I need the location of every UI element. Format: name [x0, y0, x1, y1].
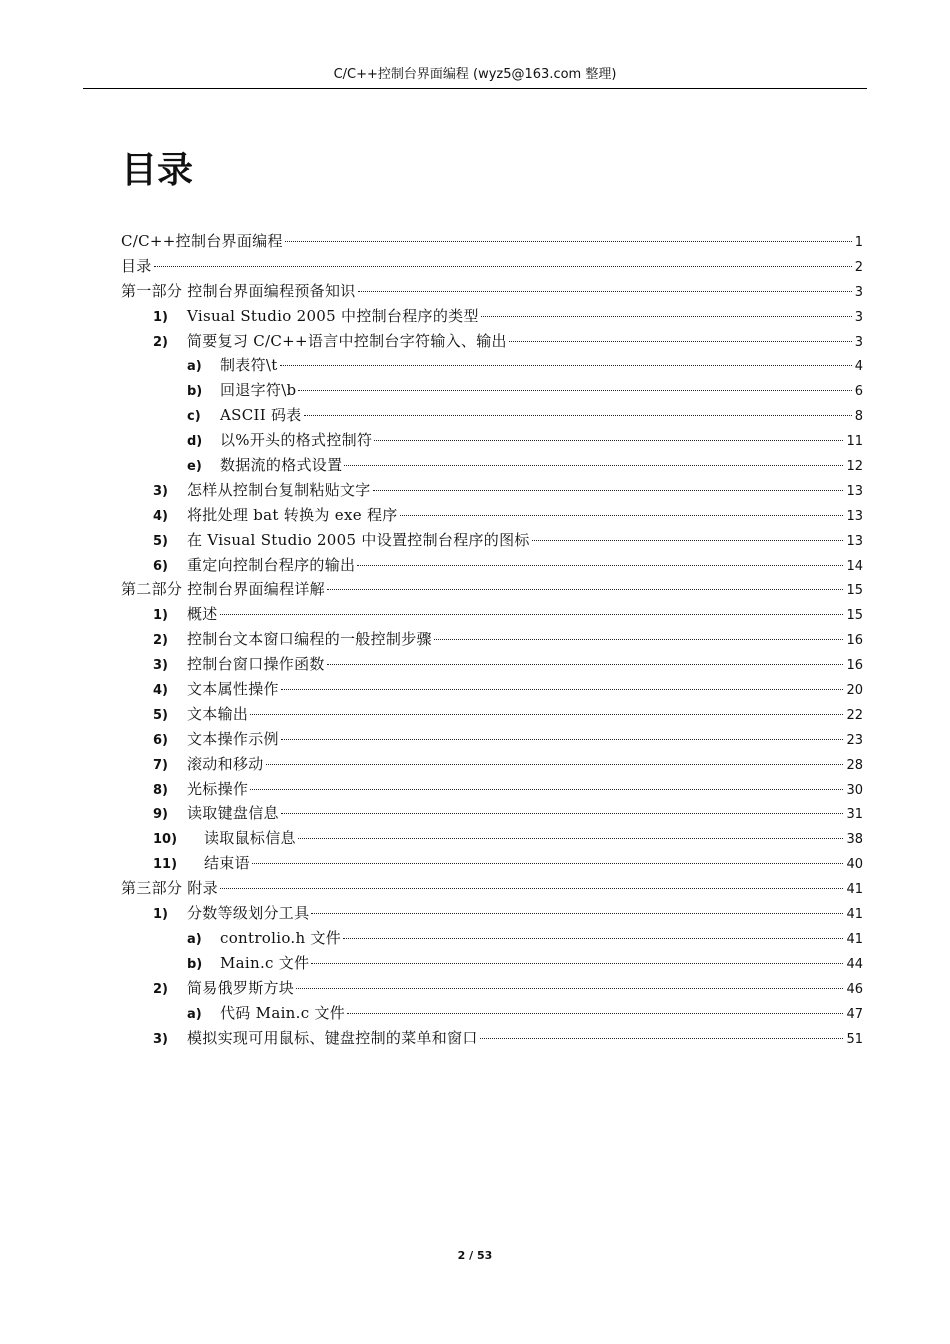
toc-entry-number: 6): [153, 732, 168, 748]
toc-entry-number: 3): [153, 483, 168, 499]
page-number: 2 / 53: [457, 1249, 493, 1262]
toc-entry-title: Main.c 文件: [220, 953, 310, 972]
toc-entry-number: a): [187, 359, 202, 375]
toc-entry[interactable]: [121, 254, 863, 279]
toc-entry-page: 13: [846, 533, 863, 549]
toc-entry-page: 13: [846, 508, 863, 524]
toc-entry-title: 文本属性操作: [187, 680, 279, 699]
toc-entry[interactable]: [153, 503, 863, 528]
toc-entry-title: 结束语: [204, 854, 250, 873]
dot-leader: [285, 241, 852, 242]
toc-entry-number: 6): [153, 558, 168, 574]
toc-entry-title: 以%开头的格式控制符: [220, 431, 373, 450]
dot-leader: [281, 813, 844, 814]
toc-entry-title: Visual Studio 2005 中控制台程序的类型: [187, 306, 479, 325]
toc-entry-number: d): [187, 434, 203, 450]
dot-leader: [266, 764, 844, 765]
toc-entry[interactable]: [153, 727, 863, 752]
toc-entry-title: 读取键盘信息: [187, 804, 279, 823]
toc-entry[interactable]: [187, 353, 863, 378]
toc-entry[interactable]: [153, 652, 863, 677]
toc-entry-title: 第三部分 附录: [121, 879, 218, 898]
dot-leader: [311, 913, 843, 914]
toc-entry-page: 15: [846, 608, 863, 624]
toc-entry-number: 11): [153, 857, 178, 873]
toc-entry[interactable]: [153, 553, 863, 578]
toc-entry-page: 47: [846, 1006, 863, 1022]
dot-leader: [374, 440, 843, 441]
dot-leader: [250, 789, 843, 790]
toc-entry[interactable]: [187, 378, 863, 403]
toc-entry-title: 滚动和移动: [187, 754, 264, 773]
dot-leader: [296, 988, 843, 989]
toc-entry[interactable]: [153, 329, 863, 354]
toc-entry-page: 16: [846, 633, 863, 649]
toc-entry-page: 8: [854, 409, 863, 425]
toc-entry-number: 7): [153, 757, 168, 773]
toc-entry[interactable]: [153, 901, 863, 926]
toc-entry[interactable]: [187, 951, 863, 976]
toc-entry[interactable]: [121, 229, 863, 254]
toc-entry[interactable]: [153, 627, 863, 652]
toc-entry-page: 41: [846, 931, 863, 947]
toc-entry-page: 38: [846, 832, 863, 848]
dot-leader: [480, 1038, 844, 1039]
toc-entry-page: 31: [846, 807, 863, 823]
toc-entry-title: 光标操作: [187, 779, 249, 798]
toc-entry-number: 5): [153, 533, 168, 549]
toc-entry-number: 10): [153, 832, 178, 848]
toc-entry-number: 9): [153, 807, 168, 823]
toc-entry-page: 2: [854, 259, 863, 275]
toc-entry-title: 数据流的格式设置: [220, 456, 343, 475]
toc-entry-title: C/C++控制台界面编程: [121, 232, 283, 250]
toc-entry[interactable]: [187, 428, 863, 453]
toc-entry[interactable]: [121, 876, 863, 901]
toc-entry-page: 51: [846, 1031, 863, 1047]
dot-leader: [532, 540, 844, 541]
toc-entry[interactable]: [153, 1026, 863, 1051]
header-rule: [83, 88, 867, 89]
toc-entry-title: 模拟实现可用鼠标、键盘控制的菜单和窗口: [187, 1028, 478, 1047]
toc-entry-page: 22: [846, 707, 863, 723]
toc-entry-title: 控制台窗口操作函数: [187, 655, 325, 674]
toc-entry[interactable]: [187, 926, 863, 951]
toc-entry-page: 40: [846, 857, 863, 873]
toc-entry-title: 文本输出: [187, 704, 249, 723]
toc-entry-title: 分数等级划分工具: [187, 904, 310, 923]
toc-entry-number: 2): [153, 981, 168, 997]
toc-entry-page: 28: [846, 757, 863, 773]
toc-entry-title: 在 Visual Studio 2005 中设置控制台程序的图标: [187, 530, 530, 549]
toc-entry-number: 3): [153, 658, 168, 674]
toc-entry-page: 1: [854, 235, 863, 250]
toc-entry[interactable]: [187, 453, 863, 478]
dot-leader: [344, 465, 843, 466]
toc-entry[interactable]: [153, 826, 863, 851]
toc-entry-page: 3: [854, 309, 863, 325]
toc-entry-title: 怎样从控制台复制粘贴文字: [187, 480, 371, 499]
dot-leader: [252, 863, 844, 864]
toc-entry-title: 文本操作示例: [187, 729, 279, 748]
toc-entry-page: 3: [854, 334, 863, 350]
toc-entry-page: 41: [846, 882, 863, 898]
toc-entry-page: 11: [846, 434, 863, 450]
toc-entry-title: 读取鼠标信息: [204, 829, 296, 848]
dot-leader: [327, 589, 843, 590]
toc-entry-page: 46: [846, 981, 863, 997]
dot-leader: [327, 664, 844, 665]
toc-entry[interactable]: [121, 577, 863, 602]
toc-entry-title: 简易俄罗斯方块: [187, 978, 295, 997]
toc-entry-number: c): [187, 409, 201, 425]
toc-entry-number: 8): [153, 782, 168, 798]
dot-leader: [281, 689, 844, 690]
toc-entry-number: 2): [153, 334, 168, 350]
toc-entry[interactable]: [187, 403, 863, 428]
toc-entry-page: 41: [846, 907, 863, 923]
toc-entry-number: 1): [153, 309, 168, 325]
toc-entry[interactable]: [153, 702, 863, 727]
toc-heading: 目录: [121, 150, 194, 191]
toc-entry-number: 4): [153, 683, 168, 699]
dot-leader: [280, 365, 852, 366]
dot-leader: [281, 739, 844, 740]
toc-entry[interactable]: [187, 1001, 863, 1026]
toc-entry[interactable]: [153, 976, 863, 1001]
toc-entry[interactable]: [153, 304, 863, 329]
toc-entry-page: 20: [846, 683, 863, 699]
toc-entry-number: b): [187, 384, 203, 400]
toc-entry-page: 4: [854, 359, 863, 375]
toc-entry-number: 1): [153, 608, 168, 624]
toc-entry[interactable]: [153, 528, 863, 553]
toc-entry-page: 6: [854, 384, 863, 400]
toc-entry-title: 第二部分 控制台界面编程详解: [121, 580, 325, 599]
toc-entry[interactable]: [153, 677, 863, 702]
toc-entry-title: 简要复习 C/C++语言中控制台字符输入、输出: [187, 331, 507, 350]
toc-entry-page: 30: [846, 782, 863, 798]
dot-leader: [434, 639, 844, 640]
toc-entry[interactable]: [153, 777, 863, 802]
dot-leader: [481, 316, 852, 317]
toc-entry-number: a): [187, 931, 202, 947]
toc-entry[interactable]: [153, 478, 863, 503]
toc-entry-page: 44: [846, 956, 863, 972]
toc-entry-page: 15: [846, 583, 863, 599]
toc-entry-page: 16: [846, 658, 863, 674]
toc-entry-title: ASCII 码表: [220, 406, 302, 425]
dot-leader: [298, 390, 851, 391]
dot-leader: [347, 1013, 843, 1014]
toc-entry-title: 重定向控制台程序的输出: [187, 555, 356, 574]
toc-entry[interactable]: [153, 752, 863, 777]
toc-entry-number: e): [187, 459, 202, 475]
dot-leader: [357, 565, 843, 566]
toc-entry-number: 5): [153, 707, 168, 723]
toc-entry[interactable]: [153, 851, 863, 876]
toc-entry-number: 4): [153, 508, 168, 524]
toc-entry-title: 概述: [187, 605, 218, 624]
toc-entry-page: 14: [846, 558, 863, 574]
toc-entry-title: 回退字符\b: [220, 381, 297, 400]
toc-entry-number: 1): [153, 907, 168, 923]
toc-entry-title: 目录: [121, 256, 152, 275]
dot-leader: [358, 291, 852, 292]
dot-leader: [343, 938, 843, 939]
toc-entry-title: 第一部分 控制台界面编程预备知识: [121, 281, 356, 300]
dot-leader: [220, 888, 844, 889]
toc-entry-page: 12: [846, 459, 863, 475]
table-of-contents: [0, 229, 950, 1050]
dot-leader: [298, 838, 844, 839]
dot-leader: [311, 963, 843, 964]
toc-entry-title: 将批处理 bat 转换为 exe 程序: [187, 505, 398, 524]
dot-leader: [220, 614, 844, 615]
toc-entry-page: 3: [854, 284, 863, 300]
dot-leader: [373, 490, 844, 491]
toc-entry[interactable]: [153, 801, 863, 826]
toc-entry-title: 制表符\t: [220, 356, 278, 375]
dot-leader: [509, 341, 852, 342]
toc-entry-title: 代码 Main.c 文件: [220, 1003, 346, 1022]
dot-leader: [154, 266, 852, 267]
toc-entry-page: 23: [846, 732, 863, 748]
dot-leader: [400, 515, 844, 516]
toc-entry-title: controlio.h 文件: [220, 928, 342, 947]
dot-leader: [304, 415, 852, 416]
toc-entry-number: 3): [153, 1031, 168, 1047]
toc-entry-title: 控制台文本窗口编程的一般控制步骤: [187, 630, 432, 649]
toc-entry-page: 13: [846, 483, 863, 499]
toc-entry-number: a): [187, 1006, 202, 1022]
dot-leader: [250, 714, 843, 715]
toc-entry[interactable]: [153, 602, 863, 627]
toc-entry-number: b): [187, 956, 203, 972]
toc-entry-number: 2): [153, 633, 168, 649]
running-header: C/C++控制台界面编程 (wyz5@163.com 整理): [333, 67, 617, 82]
toc-entry[interactable]: [121, 279, 863, 304]
